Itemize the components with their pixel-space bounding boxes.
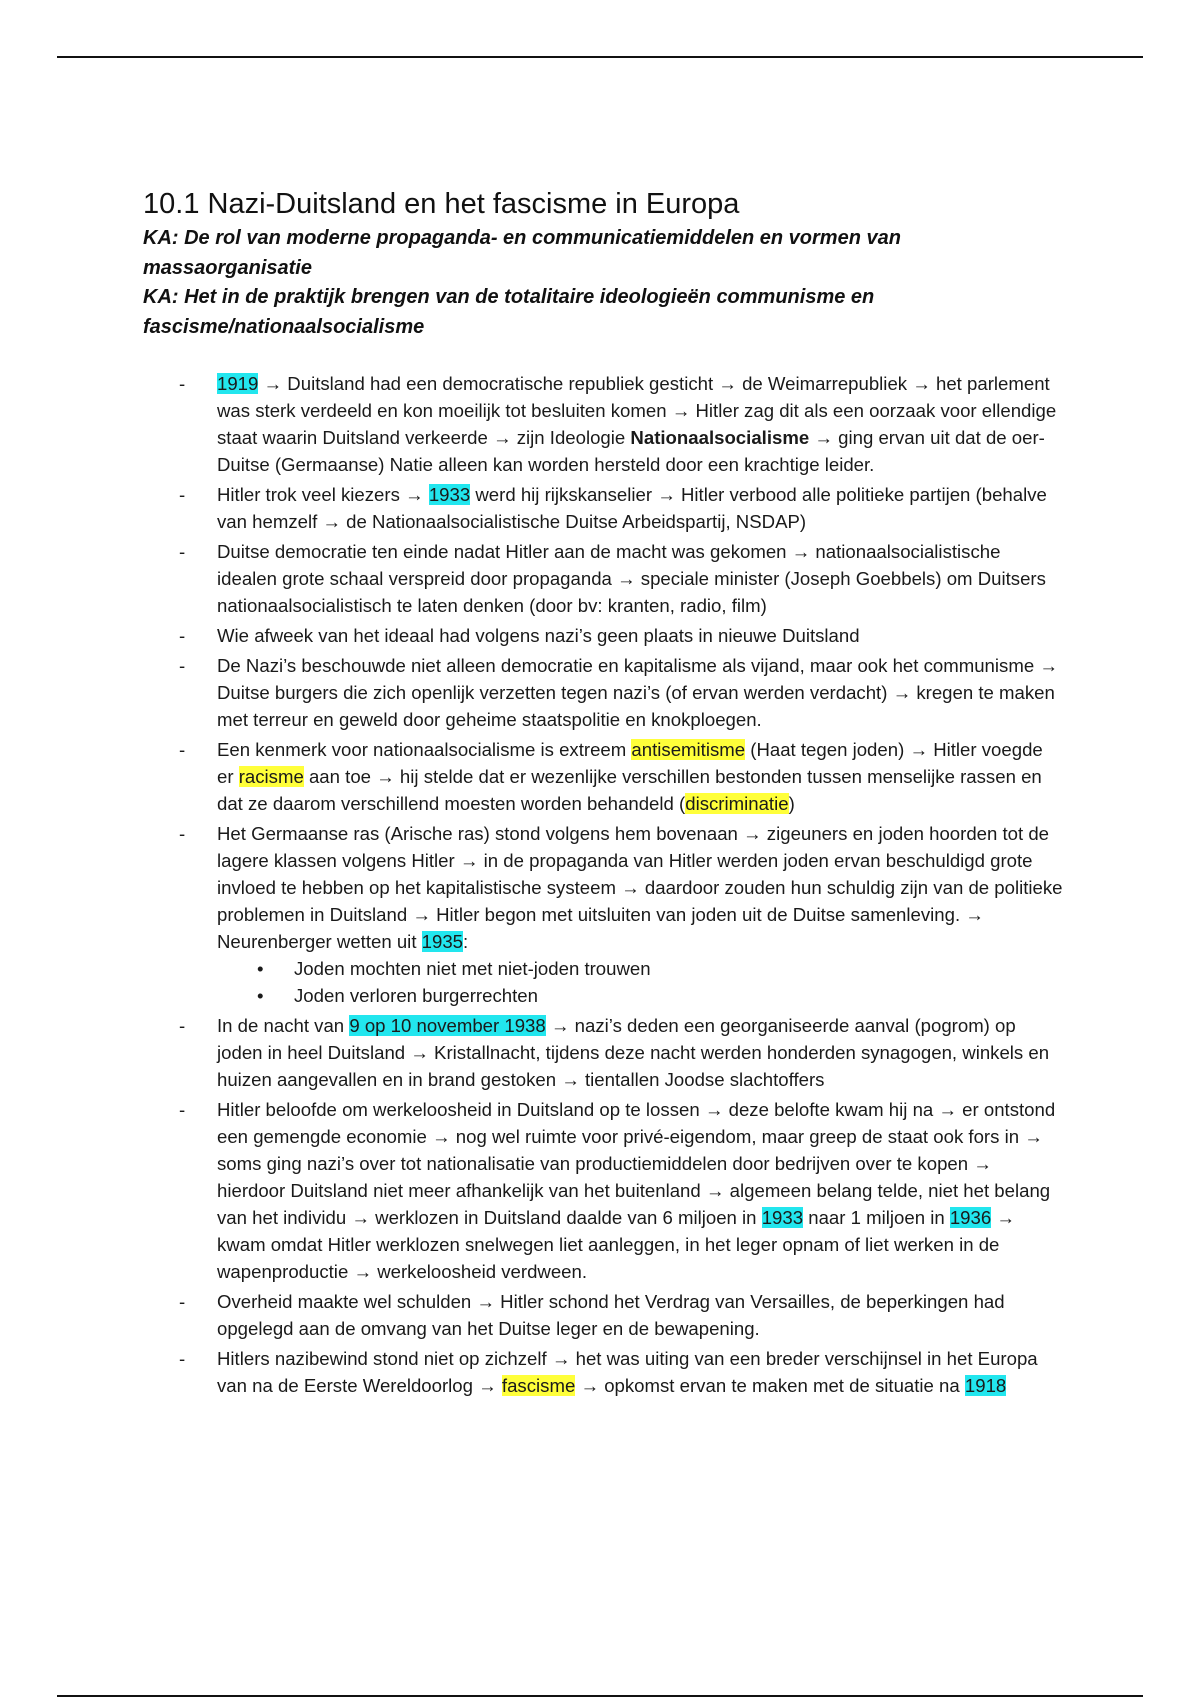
bullet-item: - Overheid maakte wel schulden → Hitler schond het Verdrag van Versailles, de beperkingen had opgelegd aan de omvang van het Duitse leger en de bewapening. [143, 1288, 1063, 1342]
ka-line-1: KA: De rol van moderne propaganda- en communicatiemiddelen en vormen van massaorganisatie [143, 227, 901, 279]
date-highlight: 9 op 10 november 1938 [349, 1015, 546, 1036]
bullet-item: - Duitse democratie ten einde nadat Hitler aan de macht was gekomen → nationaalsocialistische idealen grote schaal verspreid door propaganda → speciale minister (Joseph Goebbels) om Duitsers nationaalsocialistisch te laten denken (door bv: kranten, radio, film) [143, 538, 1063, 619]
bullet-list [143, 370, 1063, 1399]
date-highlight: 1933 [428, 484, 471, 505]
bullet-item: - Wie afweek van het ideaal had volgens nazi’s geen plaats in nieuwe Duitsland [143, 622, 1063, 649]
sub-bullet-item: • Joden mochten niet met niet-joden trouwen [217, 955, 1063, 982]
bullet-item: - Een kenmerk voor nationaalsocialisme is extreem antisemitisme (Haat tegen joden) → Hitler voegde er racisme aan toe → hij stelde dat er wezenlijke verschillen bestonden tussen menselijke rassen en dat ze daarom verschillend moesten worden behandeld (discriminatie) [143, 736, 1063, 817]
term-highlight: antisemitisme [631, 739, 746, 760]
term-highlight: racisme [238, 766, 304, 787]
sub-bullet-list [217, 955, 1063, 1009]
footer-rule [57, 1695, 1143, 1697]
page-title: 10.1 Nazi-Duitsland en het fascisme in Europa [143, 188, 740, 220]
bullet-item: - De Nazi’s beschouwde niet alleen democratie en kapitalisme als vijand, maar ook het communisme → Duitse burgers die zich openlijk verzetten tegen nazi’s (of ervan werden verdacht) → kregen te maken met terreur en geweld door geheime staatspolitie en knokploegen. [143, 652, 1063, 733]
bold-term: Nationaalsocialisme [630, 427, 810, 448]
term-highlight: fascisme [501, 1375, 576, 1396]
date-highlight: 1933 [761, 1207, 804, 1228]
bullet-item: - In de nacht van 9 op 10 november 1938 → nazi’s deden een georganiseerde aanval (pogrom) op joden in heel Duitsland → Kristallnacht, tijdens deze nacht werden honderden synagogen, winkels en huizen aangevallen en in brand gestoken → tientallen Joodse slachtoffers [143, 1012, 1063, 1093]
bullet-item: - Hitler beloofde om werkeloosheid in Duitsland op te lossen → deze belofte kwam hij na → er ontstond een gemengde economie → nog wel ruimte voor privé-eigendom, maar greep de staat ook fors in → soms ging nazi’s over tot nationalisatie van productiemiddelen door bedrijven over te kopen → hierdoor Duitsland niet meer afhankelijk van het buitenland → algemeen belang telde, niet het belang van het individu → werklozen in Duitsland daalde van 6 miljoen in 1933 naar 1 miljoen in 1936 → kwam omdat Hitler werklozen snelwegen liet aanleggen, in het leger opnam of liet werken in de wapenproductie → werkeloosheid verdween. [143, 1096, 1063, 1285]
date-highlight: 1918 [964, 1375, 1007, 1396]
bullet-item [143, 820, 1063, 1009]
bullet-text: Het Germaanse ras (Arische ras) stond volgens hem bovenaan → zigeuners en joden hoorden tot de lagere klassen volgens Hitler → in de propaganda van Hitler werden joden ervan beschuldigd grote invloed te hebben op het kapitalistische systeem → daardoor zouden hun schuldig zijn van de politieke problemen in Duitsland → Hitler begon met uitsluiten van joden uit de Duitse samenleving. → Neurenberger wetten uit 1935: [217, 823, 1063, 952]
ka-line-2: KA: Het in de praktijk brengen van de totalitaire ideologieën communisme en fascisme/nationaalsocialisme [143, 286, 875, 338]
header-rule [57, 56, 1143, 58]
sub-bullet-item: • Joden verloren burgerrechten [217, 982, 1063, 1009]
term-highlight: discriminatie [685, 793, 789, 814]
date-highlight: 1919 [217, 373, 259, 394]
bullet-item: - Hitler trok veel kiezers → 1933 werd hij rijkskanselier → Hitler verbood alle politieke partijen (behalve van hemzelf → de Nationaalsocialistische Duitse Arbeidspartij, NSDAP) [143, 481, 1063, 535]
document-body [143, 186, 1063, 1402]
date-highlight: 1936 [949, 1207, 992, 1228]
date-highlight: 1935 [421, 931, 464, 952]
bullet-item: - Hitlers nazibewind stond niet op zichzelf → het was uiting van een breder verschijnsel in het Europa van na de Eerste Wereldoorlog → fascisme → opkomst ervan te maken met de situatie na 1918 [143, 1345, 1063, 1399]
bullet-item: - 1919 → Duitsland had een democratische republiek gesticht → de Weimarrepubliek → het parlement was sterk verdeeld en kon moeilijk tot besluiten komen → Hitler zag dit als een oorzaak voor ellendige staat waarin Duitsland verkeerde → zijn Ideologie Nationaalsocialisme → ging ervan uit dat de oer-Duitse (Germaanse) Natie alleen kan worden hersteld door een krachtige leider. [143, 370, 1063, 478]
